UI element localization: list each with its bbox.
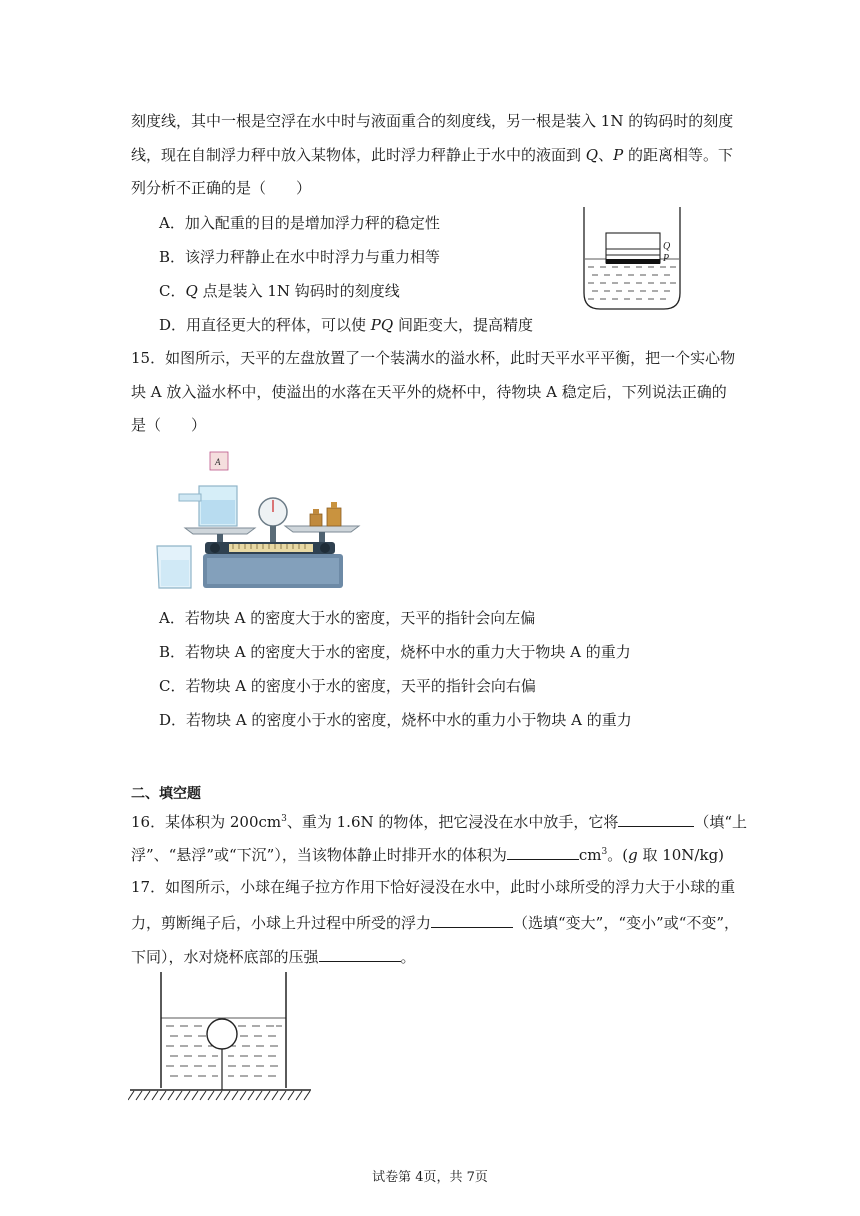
q14-option-b: B．该浮力秤静止在水中时浮力与重力相等 (159, 248, 441, 266)
q15-option-a: A．若物块 A 的密度大于水的密度，天平的指针会向左偏 (159, 609, 536, 627)
q16-line-2 (131, 841, 724, 866)
q16-unit: cm (578, 846, 602, 864)
q14-option-c-rest: 点是装入 1N 钩码时的刻度线 (197, 282, 400, 300)
label-p: P (663, 253, 670, 264)
q15-stem-line-2: 块 A 放入溢水杯中，使溢出的水落在天平外的烧杯中，待物块 A 稳定后，下列说法正确的 (131, 383, 727, 401)
q14-option-d-var: PQ (370, 316, 394, 334)
q14-stem-line-3: 列分析不正确的是（ ） (131, 179, 312, 197)
q16-sup: 3 (281, 814, 287, 824)
q16-unit-sup: 3 (601, 847, 608, 857)
q14-option-c-var: Q (185, 282, 198, 300)
balance-figure (155, 450, 365, 590)
q14-stem-text: 线，现在自制浮力秤中放入某物体，此时浮力秤静止于水中的液面到 (131, 146, 586, 164)
q17-text-c: 下同），水对烧杯底部的压强 (131, 948, 319, 966)
q14-option-d-prefix: D．用直径更大的秤体，可以使 (159, 316, 371, 334)
q16-blank-2[interactable] (507, 843, 579, 860)
q17-line-3 (131, 945, 416, 968)
q16-text-c: （填“上 (694, 813, 748, 831)
q15-option-c: C．若物块 A 的密度小于水的密度，天平的指针会向右偏 (159, 677, 536, 695)
q17-blank-2[interactable] (319, 945, 401, 962)
q16-line-1 (131, 808, 747, 833)
section-heading: 二、填空题 (131, 786, 201, 802)
q15-option-b: B．若物块 A 的密度大于水的密度，烧杯中水的重力大于物块 A 的重力 (159, 643, 631, 661)
q15-stem-line-1: 15．如图所示，天平的左盘放置了一个装满水的溢水杯，此时天平水平平衡，把一个实心物 (131, 349, 736, 367)
q14-option-d-rest: 间距变大，提高精度 (393, 316, 533, 334)
q14-stem-line-1: 刻度线，其中一根是空浮在水中时与液面重合的刻度线，另一根是装入 1N 的钩码时的刻度 (131, 112, 734, 130)
q17-line-2 (131, 911, 739, 934)
page-footer: 试卷第 4页，共 7页 (372, 1170, 488, 1185)
q14-var-p: P (613, 146, 624, 164)
q16-text-d: 浮”、“悬浮”或“下沉”），当该物体静止时排开水的体积为 (131, 846, 507, 864)
ball-beaker-figure (128, 970, 313, 1110)
q14-option-c-prefix: C． (159, 282, 186, 300)
q14-option-a: A．加入配重的目的是增加浮力秤的稳定性 (159, 214, 440, 232)
q16-blank-1[interactable] (618, 810, 694, 827)
q16-text-e: 。( (607, 846, 629, 864)
q14-stem-text-end: 的距离相等。下 (623, 146, 733, 164)
q14-option-d (159, 314, 533, 336)
q17-text-b: （选填“变大”，“变小”或“不变”， (513, 914, 740, 932)
float-scale-figure (580, 205, 685, 315)
block-a-label: A (215, 457, 221, 467)
q16-var-g: g (628, 846, 638, 864)
q17-blank-1[interactable] (431, 911, 513, 928)
q15-stem-line-3: 是（ ） (131, 416, 207, 434)
q16-text-a: 16．某体积为 200cm (131, 813, 282, 831)
q17-text-d: 。 (400, 948, 416, 966)
q15-option-d: D．若物块 A 的密度小于水的密度，烧杯中水的重力小于物块 A 的重力 (159, 711, 632, 729)
q16-text-f: 取 10N/kg) (637, 846, 725, 864)
q14-option-c (159, 280, 400, 302)
label-q: Q (663, 241, 671, 252)
q14-separator: 、 (598, 146, 614, 164)
q17-line-1: 17．如图所示，小球在绳子拉方作用下恰好浸没在水中，此时小球所受的浮力大于小球的重 (131, 878, 736, 896)
q16-text-b: 、重为 1.6N 的物体，把它浸没在水中放手，它将 (286, 813, 619, 831)
q17-text-a: 力，剪断绳子后，小球上升过程中所受的浮力 (131, 914, 432, 932)
q14-stem-line-2 (131, 144, 733, 166)
q14-var-q: Q (585, 146, 599, 164)
